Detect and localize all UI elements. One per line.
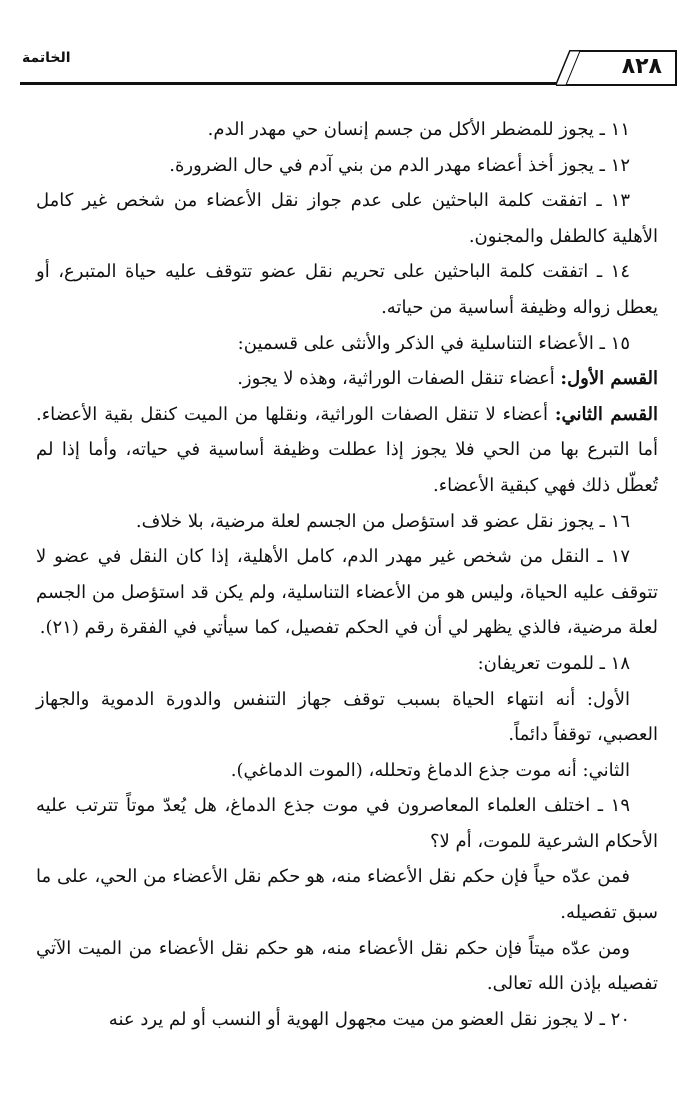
chapter-title: الخاتمة — [22, 50, 71, 66]
paragraph — [36, 931, 658, 1002]
paragraph — [36, 254, 658, 325]
page-header — [20, 48, 678, 88]
paragraph-text: ٢٠ ـ لا يجوز نقل العضو من ميت مجهول الهوية أو النسب أو لم يرد عنه — [108, 1008, 630, 1030]
paragraph — [36, 646, 658, 682]
paragraph — [36, 504, 658, 540]
paragraph — [36, 1002, 658, 1038]
paragraph-text: ١٨ ـ للموت تعريفان: — [477, 652, 630, 674]
paragraph-text: أعضاء لا تنقل الصفات الوراثية، ونقلها من الميت كنقل بقية الأعضاء. أما التبرع بها من الحي فلا يجوز إذا عطلت وظيفة أساسية في حياته، وأما إذا لم تُعطّل ذلك فهي كبقية الأعضاء. — [36, 403, 658, 496]
page-number: ٨٢٨ — [621, 54, 662, 79]
paragraph-text: ١٤ ـ اتفقت كلمة الباحثين على تحريم نقل عضو تتوقف عليه حياة المتبرع، أو يعطل زواله وظيفة أساسية من حياته. — [36, 261, 658, 318]
paragraph-lead: القسم الثاني: — [554, 403, 658, 425]
paragraph-text: أعضاء تنقل الصفات الوراثية، وهذه لا يجوز. — [237, 368, 561, 390]
page-number-frame — [556, 48, 678, 86]
paragraph — [36, 397, 658, 504]
paragraph-text: ١٣ ـ اتفقت كلمة الباحثين على عدم جواز نقل الأعضاء من شخص غير كامل الأهلية كالطفل والمجنون. — [36, 190, 658, 247]
paragraph — [36, 859, 658, 930]
paragraph-text: ١٥ ـ الأعضاء التناسلية في الذكر والأنثى على قسمين: — [237, 332, 630, 354]
paragraph-text: ١٢ ـ يجوز أخذ أعضاء مهدر الدم من بني آدم في حال الضرورة. — [169, 154, 630, 176]
paragraph-text: ومن عدّه ميتاً فإن حكم نقل الأعضاء منه، هو حكم نقل الأعضاء من الميت الآتي تفصيله بإذن الله تعالى. — [36, 937, 658, 995]
paragraph — [36, 539, 658, 646]
paragraph-text: فمن عدّه حياً فإن حكم نقل الأعضاء منه، هو حكم نقل الأعضاء من الحي، على ما سبق تفصيله. — [36, 866, 658, 924]
paragraph-text: ١١ ـ يجوز للمضطر الأكل من جسم إنسان حي مهدر الدم. — [207, 119, 630, 140]
paragraph — [36, 361, 658, 397]
paragraph — [36, 682, 658, 753]
paragraph — [36, 788, 658, 859]
paragraph — [36, 112, 658, 148]
body-text — [36, 112, 658, 1037]
paragraph — [36, 753, 658, 789]
paragraph-lead: القسم الأول: — [560, 368, 658, 390]
paragraph — [36, 148, 658, 184]
paragraph-text: الأول: أنه انتهاء الحياة بسبب توقف جهاز التنفس والدورة الدموية والجهاز العصبي، توقفاً دائماً. — [36, 688, 658, 746]
paragraph-text: ١٦ ـ يجوز نقل عضو قد استؤصل من الجسم لعلة مرضية، بلا خلاف. — [135, 510, 630, 532]
paragraph — [36, 183, 658, 254]
paragraph — [36, 326, 658, 362]
header-rule — [20, 82, 558, 85]
paragraph-text: ١٧ ـ النقل من شخص غير مهدر الدم، كامل الأهلية، إذا كان النقل في عضو لا تتوقف عليه الحياة، وليس هو من الأعضاء التناسلية، ولم يكن قد استؤصل من الجسم لعلة مرضية، فالذي يظهر لي أن في الحكم تفصيل، كما سيأتي في الفقرة رقم (٢١). — [36, 546, 658, 639]
paragraph-text: الثاني: أنه موت جذع الدماغ وتحلله، (الموت الدماغي). — [230, 759, 630, 781]
paragraph-text: ١٩ ـ اختلف العلماء المعاصرون في موت جذع الدماغ، هل يُعدّ موتاً تترتب عليه الأحكام الشرعية للموت، أم لا؟ — [36, 795, 658, 852]
